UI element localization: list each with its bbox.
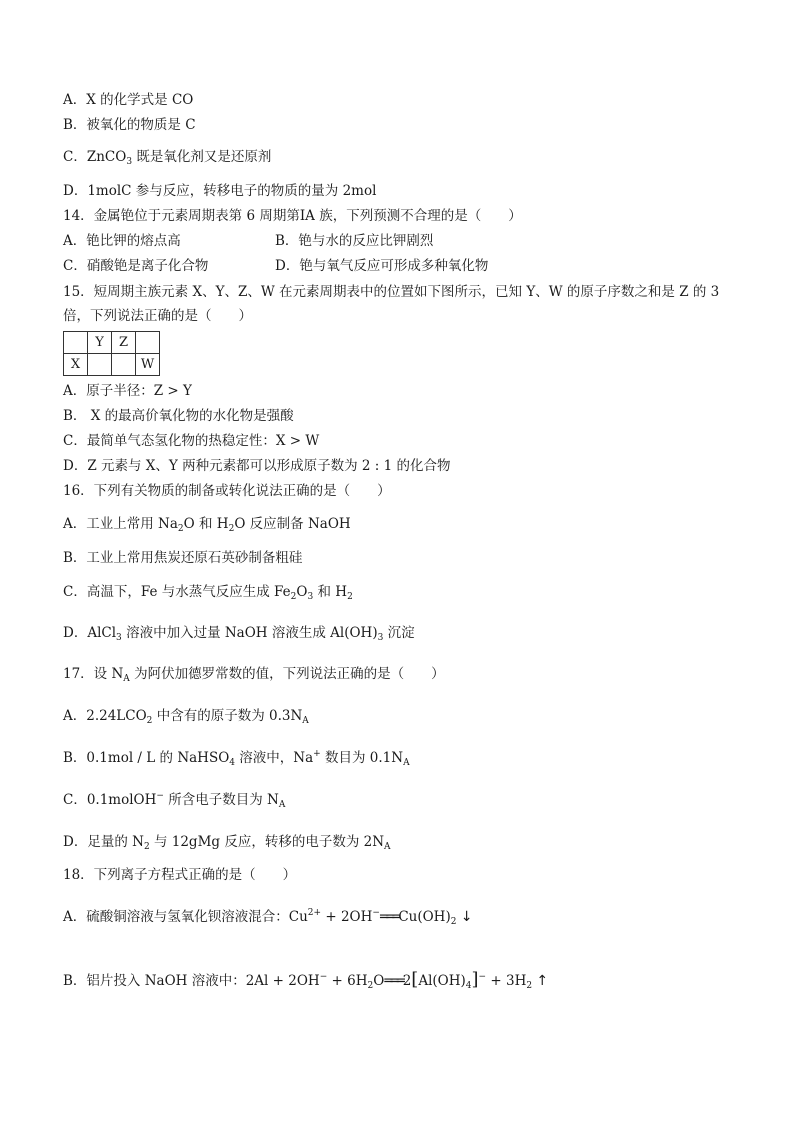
q15-stem-line1: 15．短周期主族元素 X、Y、Z、W 在元素周期表中的位置如下图所示，已知 Y、W 的原子序数之和是 Z 的 3 [63,284,720,300]
q16-option-d: D．AlCl$_3$ 溶液中加入过量 NaOH 溶液生成 $Al(OH)_3$ 沉淀 [63,625,415,643]
table-cell: Y [88,332,112,354]
q15-option-b: B． X 的最高价氧化物的水化物是强酸 [63,408,294,424]
table-cell: W [136,354,160,376]
q16-option-c: C．高温下，Fe 与水蒸气反应生成 $Fe_2O_3$ 和 $H_2$ [63,584,353,602]
table-cell: Z [112,332,136,354]
q14-option-a: A．铯比钾的熔点高 [63,233,181,249]
table-cell [88,354,112,376]
q14-option-c: C．硝酸铯是离子化合物 [63,258,209,274]
q17-option-b: B．0.1mol / L 的 NaHSO$_4$ 溶液中，Na+ 数目为 $0.1N_A$ [63,749,410,768]
table-cell: X [64,354,88,376]
up-arrow-icon: ↑ [536,973,549,989]
q18-stem: 18．下列离子方程式正确的是（ ） [63,867,297,883]
q14-stem: 14．金属铯位于元素周期表第 6 周期第ⅠA 族，下列预测不合理的是（ ） [63,208,522,224]
table-cell [136,332,160,354]
q15-option-d: D．Z 元素与 X、Y 两种元素都可以形成原子数为 2 : 1 的化合物 [63,458,451,474]
q15-option-a: A．原子半径：Z > Y [63,383,192,399]
q16-stem: 16．下列有关物质的制备或转化说法正确的是（ ） [63,483,391,499]
equals-sign: ═══ [379,909,399,925]
table-row [64,332,160,354]
q16-option-a: A．工业上常用 $Na_2O$ 和 $H_2O$ 反应制备 NaOH [63,516,351,534]
table-row [64,354,160,376]
q17-option-c: C．0.1molOH− 所含电子数目为 $N_A$ [63,791,286,810]
q15-option-c: C．最简单气态氢化物的热稳定性：X > W [63,433,320,449]
q13-option-c: C．ZnCO$_3$ 既是氧化剂又是还原剂 [63,149,272,167]
equals-sign: ═══ [384,973,403,989]
q17-option-a: A．$2.24LCO_2$ 中含有的原子数为 $0.3N_A$ [63,708,309,726]
q17-stem: 17．设 $N_A$ 为阿伏加德罗常数的值，下列说法正确的是（ ） [63,666,445,684]
table-cell [112,354,136,376]
q16-option-b: B．工业上常用焦炭还原石英砂制备粗硅 [63,550,303,566]
q14-option-d: D．铯与氧气反应可形成多种氧化物 [275,258,489,274]
q15-stem-line2: 倍，下列说法正确的是（ ） [63,308,252,324]
q14-option-b: B．铯与水的反应比钾剧烈 [275,233,434,249]
table-cell [64,332,88,354]
q18-option-a: A．硫酸铜溶液与氢氧化钡溶液混合：$Cu^{2+}$ + $2OH^-═══Cu(OH)_2$ ↓ [63,908,473,927]
down-arrow-icon: ↓ [460,909,473,925]
q13-option-b: B．被氧化的物质是 C [63,117,196,133]
q13-option-d: D．1molC 参与反应，转移电子的物质的量为 2mol [63,183,377,199]
q18-option-b: B．铝片投入 NaOH 溶液中：$2Al + 2OH^- + 6H_2O═══2[Al(OH)_4]^- + 3H_2$ ↑ [63,969,549,991]
q17-option-d: D．足量的 $N_2$ 与 12gMg 反应，转移的电子数为 $2N_A$ [63,834,391,852]
periodic-table-fragment [63,331,160,376]
q13-option-a: A．X 的化学式是 CO [63,92,194,108]
